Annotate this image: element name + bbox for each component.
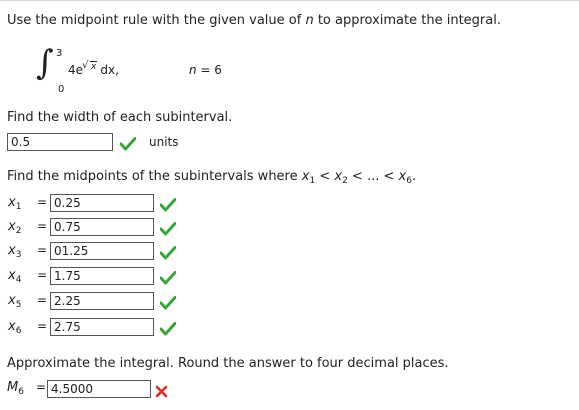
check-icon (160, 222, 176, 236)
x2-equals: = (37, 219, 48, 233)
x3-label: $x_3$ (8, 243, 22, 260)
x3-input[interactable]: 01.25 (50, 242, 154, 260)
x5-input[interactable]: 2.25 (50, 292, 154, 310)
units-label: units (149, 135, 179, 149)
check-icon (160, 322, 176, 336)
n-spec: n = 6 (189, 63, 222, 77)
integral-sign: ∫ (36, 43, 54, 83)
x5-label: $x_5$ (8, 293, 22, 310)
cross-icon (155, 385, 168, 398)
integral-lower-bound: 0 (58, 84, 65, 95)
x4-label: $x_4$ (8, 268, 22, 285)
x4-equals: = (37, 268, 48, 282)
x6-label: $x_6$ (8, 319, 22, 336)
check-icon (160, 246, 176, 260)
width-input[interactable]: 0.5 (7, 133, 113, 151)
midpoints-prompt: Find the midpoints of the subintervals where $x_1 < x_2$ < ... < $x_6$. (7, 169, 417, 186)
check-icon (160, 296, 176, 310)
x1-input[interactable]: 0.25 (50, 194, 154, 212)
check-icon (160, 198, 176, 212)
x2-label: $x_2$ (8, 219, 22, 236)
x3-equals: = (37, 243, 48, 257)
x2-input[interactable]: 0.75 (50, 218, 154, 236)
integral-upper-bound: 3 (56, 48, 63, 59)
x6-input[interactable]: 2.75 (50, 318, 154, 336)
top-divider (0, 0, 579, 1)
m6-equals: = (36, 380, 47, 394)
x1-equals: = (37, 195, 48, 209)
x1-label: $x_1$ (8, 195, 22, 212)
check-icon (120, 137, 136, 151)
integrand: 4e√ x dx, (68, 62, 119, 77)
approx-prompt: Approximate the integral. Round the answer to four decimal places. (7, 356, 449, 371)
x4-input[interactable]: 1.75 (50, 267, 154, 285)
sqrt-exponent: √ x (84, 62, 97, 72)
width-prompt: Find the width of each subinterval. (7, 110, 233, 125)
x6-equals: = (37, 319, 48, 333)
approx-input[interactable]: 4.5000 (47, 380, 151, 398)
m6-label: $M_6$ (7, 380, 24, 397)
check-icon (160, 271, 176, 285)
x5-equals: = (37, 293, 48, 307)
question-text: Use the midpoint rule with the given value of n to approximate the integral. (7, 13, 501, 28)
